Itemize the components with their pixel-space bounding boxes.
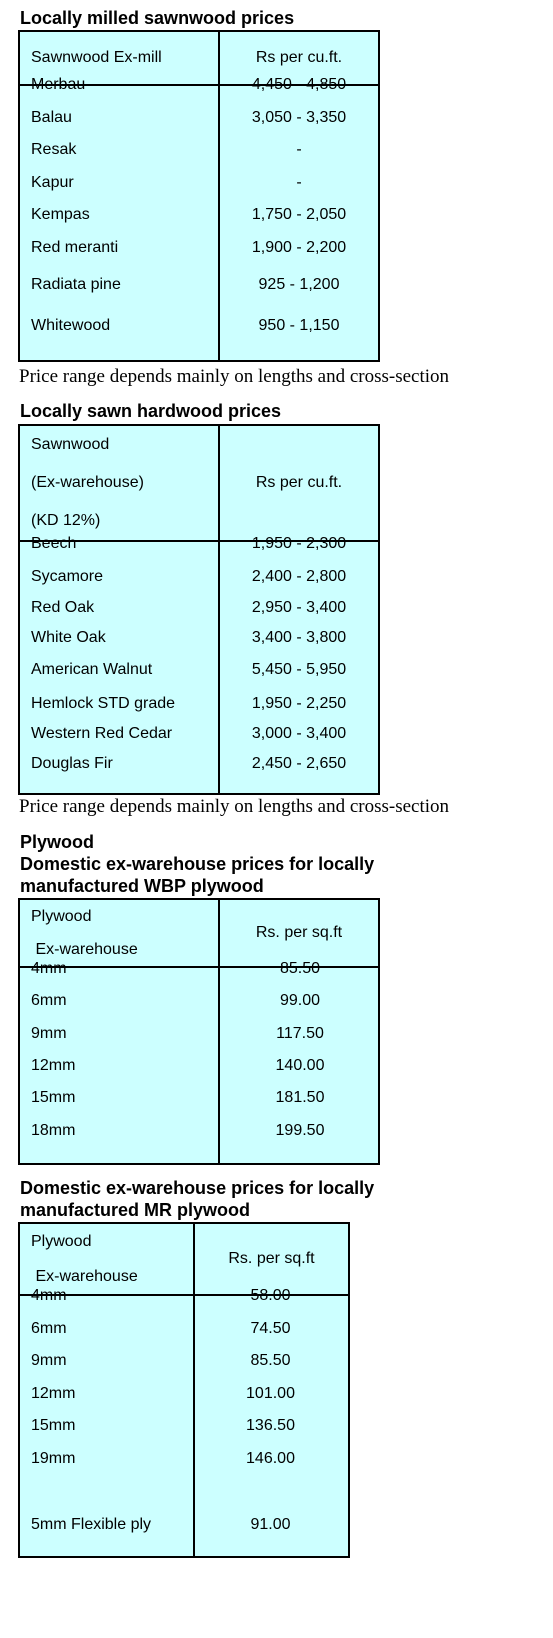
section-title: manufactured MR plywood — [20, 1200, 251, 1220]
price-note: Price range depends mainly on lengths and cross-section — [19, 796, 450, 817]
item-price: 136.50 — [246, 1417, 295, 1434]
item-column — [19, 1287, 194, 1557]
header-item-label: Sawnwood Ex-mill — [31, 49, 162, 66]
item-name: Whitewood — [31, 317, 111, 334]
table-header-row — [19, 899, 379, 967]
item-name: American Walnut — [31, 661, 153, 678]
header-price-column: Rs. per sq.ft — [219, 899, 379, 967]
table-body — [19, 967, 379, 1164]
table-header-row — [19, 425, 379, 541]
header-item-label: Sawnwood — [31, 436, 110, 453]
header-item-label: Plywood — [31, 1232, 92, 1250]
item-price: - — [296, 141, 302, 158]
item-name: 15mm — [31, 1089, 76, 1106]
item-price: 4,450 - 4,850 — [251, 76, 347, 93]
item-name: 6mm — [31, 1320, 67, 1337]
header-item-column — [19, 425, 219, 541]
price-table — [18, 424, 380, 795]
item-name: 18mm — [31, 1122, 76, 1139]
header-item-label: Ex-warehouse — [31, 940, 138, 958]
item-price: 74.50 — [250, 1320, 291, 1337]
item-price: 101.00 — [246, 1385, 295, 1402]
item-name: Merbau — [31, 76, 86, 93]
item-column — [19, 960, 219, 1164]
item-name: Beech — [31, 535, 77, 552]
item-price: 99.00 — [279, 992, 321, 1009]
price-note: Price range depends mainly on lengths and cross-section — [19, 366, 450, 387]
item-column — [19, 535, 219, 794]
item-name: Red meranti — [31, 239, 119, 256]
price-column — [219, 535, 379, 794]
section-title: Domestic ex-warehouse prices for locally — [20, 854, 375, 874]
item-price: 925 - 1,200 — [258, 276, 340, 293]
table-body — [19, 541, 379, 794]
item-name: 9mm — [31, 1025, 67, 1042]
item-name: 5mm Flexible ply — [31, 1516, 152, 1533]
price-table — [18, 30, 380, 362]
header-item-label: Ex-warehouse — [31, 1267, 138, 1285]
item-price: 1,900 - 2,200 — [251, 239, 347, 256]
table-body — [19, 1295, 349, 1557]
section-title: Locally milled sawnwood prices — [20, 8, 295, 28]
header-price-column: Rs. per sq.ft — [194, 1223, 349, 1295]
item-price: 950 - 1,150 — [258, 317, 340, 334]
item-price: 85.50 — [250, 1352, 291, 1369]
item-name: Sycamore — [31, 568, 104, 585]
price-column — [219, 76, 379, 361]
price-table — [18, 898, 380, 1165]
item-price: - — [296, 174, 302, 191]
item-name: 12mm — [31, 1385, 76, 1402]
item-price: 5,450 - 5,950 — [251, 661, 347, 678]
item-name: 12mm — [31, 1057, 76, 1074]
table-header-row — [19, 1223, 349, 1295]
item-price: 1,950 - 2,250 — [251, 695, 347, 712]
item-name: White Oak — [31, 629, 106, 646]
item-price: 85.50 — [279, 960, 321, 977]
item-price — [193, 1484, 348, 1502]
item-price: 3,400 - 3,800 — [251, 629, 347, 646]
header-price-column: Rs per cu.ft. — [219, 31, 379, 85]
price-column — [194, 1287, 349, 1557]
item-price: 3,000 - 3,400 — [251, 725, 347, 742]
header-item-column — [19, 899, 219, 967]
item-name: Douglas Fir — [31, 755, 113, 772]
section-title: Locally sawn hardwood prices — [20, 401, 282, 421]
item-price: 1,750 - 2,050 — [251, 206, 347, 223]
item-price: 3,050 - 3,350 — [251, 109, 347, 126]
header-item-label: (Ex-warehouse) — [31, 474, 144, 491]
section-title: manufactured WBP plywood — [20, 876, 264, 896]
item-column — [19, 76, 219, 361]
item-price: 58.00 — [250, 1287, 291, 1304]
item-name: Western Red Cedar — [31, 725, 173, 742]
item-name: 9mm — [31, 1352, 67, 1369]
item-price: 2,450 - 2,650 — [251, 755, 347, 772]
item-name: 4mm — [31, 960, 67, 977]
header-price-column: Rs per cu.ft. — [219, 425, 379, 541]
header-item-column — [19, 1223, 194, 1295]
item-price: 1,950 - 2,300 — [251, 535, 347, 552]
item-price: 146.00 — [246, 1450, 295, 1467]
item-name: 15mm — [31, 1417, 76, 1434]
item-name: 19mm — [31, 1450, 76, 1467]
price-table — [18, 1222, 350, 1558]
item-name: Kempas — [31, 206, 90, 223]
item-price: 181.50 — [275, 1089, 325, 1106]
item-name: 6mm — [31, 992, 67, 1009]
section-title: Domestic ex-warehouse prices for locally — [20, 1178, 375, 1198]
item-name: Radiata pine — [31, 276, 121, 293]
item-price: 91.00 — [250, 1516, 291, 1533]
item-name: Hemlock STD grade — [31, 695, 176, 712]
item-name: Resak — [31, 141, 77, 158]
item-price: 140.00 — [275, 1057, 325, 1074]
item-name: Kapur — [31, 174, 74, 191]
item-name: Red Oak — [31, 599, 95, 616]
item-price: 2,950 - 3,400 — [251, 599, 347, 616]
section-title: Plywood — [20, 832, 95, 852]
item-price: 2,400 - 2,800 — [251, 568, 347, 585]
item-price: 117.50 — [276, 1025, 324, 1042]
item-price: 199.50 — [275, 1122, 325, 1139]
header-item-label: (KD 12%) — [31, 512, 101, 529]
item-name: 4mm — [31, 1287, 67, 1304]
header-item-label: Plywood — [31, 907, 92, 925]
table-body — [19, 85, 379, 361]
item-name: Balau — [31, 109, 72, 126]
price-column — [219, 960, 379, 1164]
